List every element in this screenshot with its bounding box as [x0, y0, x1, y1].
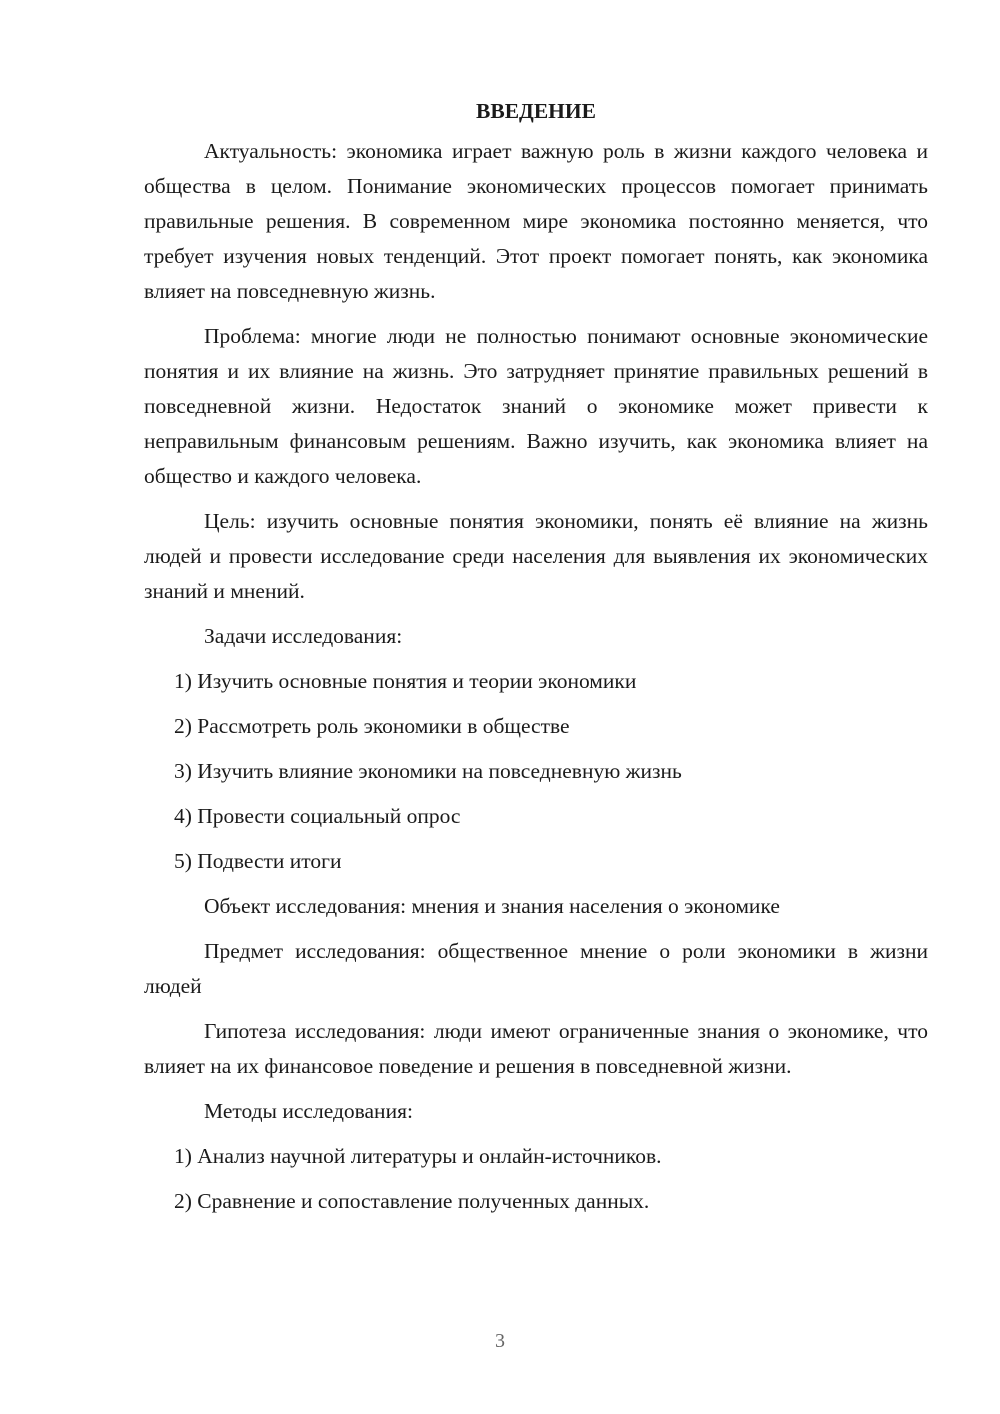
list-item: 1) Анализ научной литературы и онлайн-источников.: [174, 1144, 662, 1168]
relevance-paragraph: Актуальность: экономика играет важную роль в жизни каждого человека и общества в целом. Понимание экономических процессов помогает принимать правильные решения. В современном мире экономика постоянно меняется, что требует изучения новых тенденций. Этот проект помогает понять, как экономика влияет на повседневную жизнь.: [144, 139, 928, 303]
page-number: 3: [495, 1330, 505, 1352]
list-item: 2) Рассмотреть роль экономики в обществе: [174, 714, 570, 738]
object-paragraph: Объект исследования: мнения и знания населения о экономике: [204, 894, 780, 918]
list-item: 3) Изучить влияние экономики на повседневную жизнь: [174, 759, 682, 783]
problem-paragraph: Проблема: многие люди не полностью понимают основные экономические понятия и их влияние на жизнь. Это затрудняет принятие правильных решений в повседневной жизни. Недостаток знаний о экономике может привести к неправильным финансовым решениям. Важно изучить, как экономика влияет на общество и каждого человека.: [144, 324, 928, 488]
list-item: 5) Подвести итоги: [174, 849, 342, 873]
list-item: 2) Сравнение и сопоставление полученных данных.: [174, 1189, 650, 1213]
page-title: ВВЕДЕНИЕ: [476, 99, 596, 123]
list-item: 1) Изучить основные понятия и теории экономики: [174, 669, 637, 693]
subject-paragraph: Предмет исследования: общественное мнение о роли экономики в жизни людей: [144, 939, 928, 998]
document-page: [144, 96, 928, 1229]
goal-paragraph: Цель: изучить основные понятия экономики, понять её влияние на жизнь людей и провести исследование среди населения для выявления их экономических знаний и мнений.: [144, 509, 928, 603]
hypothesis-paragraph: Гипотеза исследования: люди имеют ограниченные знания о экономике, что влияет на их финансовое поведение и решения в повседневной жизни.: [144, 1019, 928, 1078]
methods-list: [144, 1139, 928, 1219]
list-item: 4) Провести социальный опрос: [174, 804, 461, 828]
tasks-list: [144, 664, 928, 879]
methods-heading: Методы исследования:: [204, 1099, 413, 1123]
tasks-heading: Задачи исследования:: [204, 624, 403, 648]
